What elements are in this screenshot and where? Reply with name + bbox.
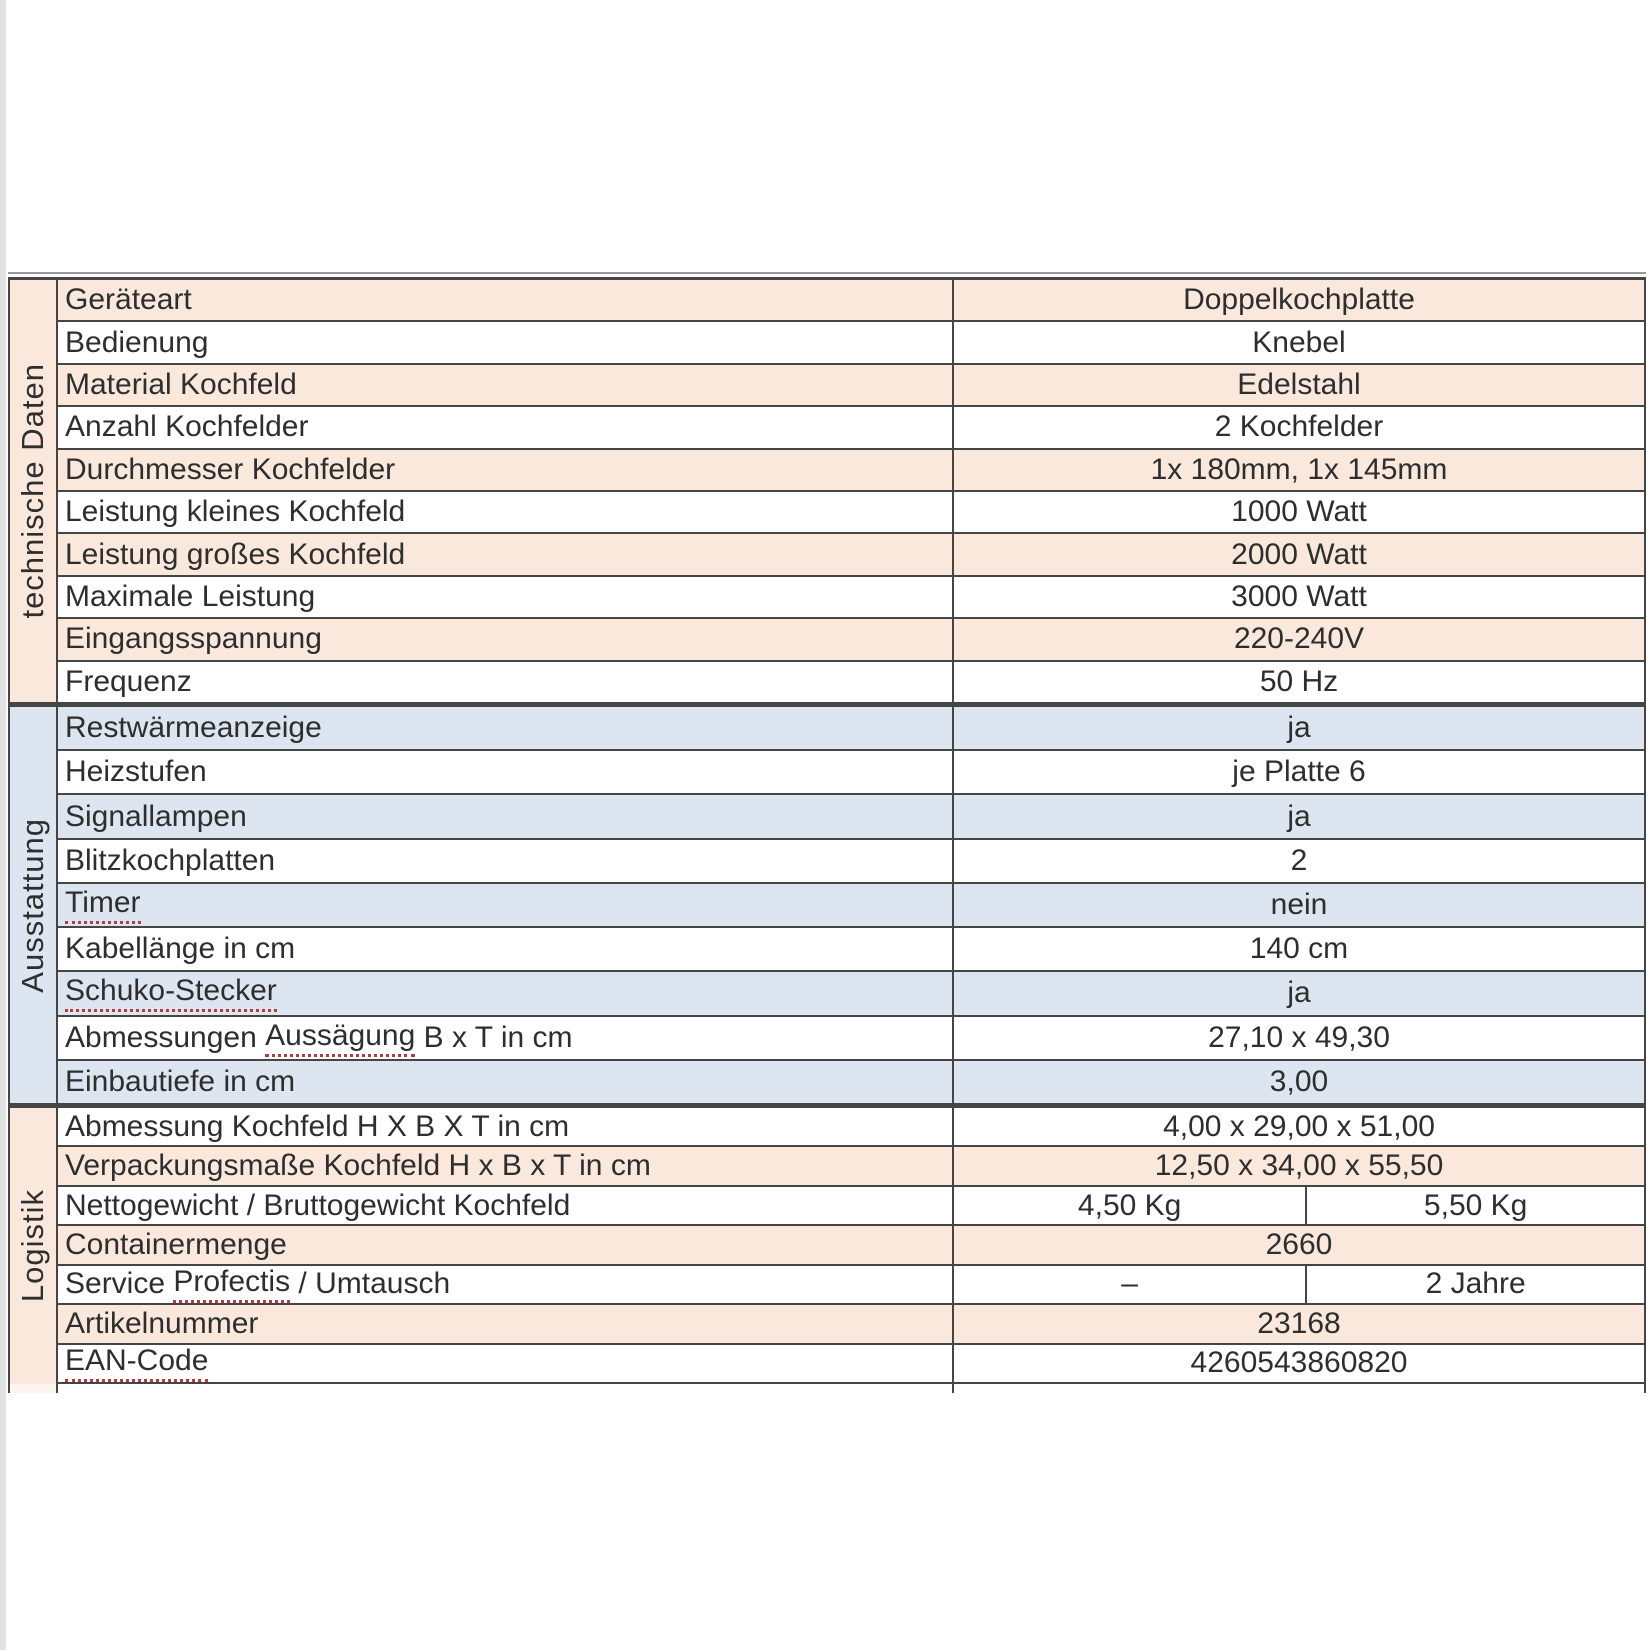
- row-label-text: Heizstufen: [65, 755, 207, 789]
- table-row: [58, 280, 1644, 322]
- row-label: [58, 365, 954, 405]
- table-row: [58, 662, 1644, 702]
- row-label: [58, 1108, 954, 1145]
- row-value: [954, 1226, 1644, 1263]
- row-value-text: ja: [1287, 976, 1311, 1010]
- row-label: [58, 662, 954, 702]
- row-label-text: Signallampen: [65, 799, 247, 833]
- row-label: [58, 707, 954, 749]
- row-label-text: Anzahl Kochfelder: [65, 410, 309, 444]
- row-value-text: je Platte 6: [1232, 755, 1366, 789]
- row-label-text: Leistung großes Kochfeld: [65, 537, 406, 571]
- row-value: [954, 534, 1644, 574]
- row-label-text: Kabellänge in cm: [65, 932, 296, 966]
- row-value-text: 1x 180mm, 1x 145mm: [1150, 452, 1448, 486]
- row-label-text: Blitzkochplatten: [65, 843, 276, 877]
- row-value: [954, 928, 1644, 970]
- row-value-text: 140 cm: [1249, 932, 1349, 966]
- row-label: [58, 1017, 954, 1059]
- product-spec-table: [8, 277, 1646, 1384]
- row-value-text: 4260543860820: [1190, 1346, 1408, 1380]
- row-value-text: 220-240V: [1233, 622, 1365, 656]
- row-value-right: 5,50 Kg: [1423, 1188, 1528, 1222]
- row-label: [58, 492, 954, 532]
- row-value: [954, 1345, 1644, 1382]
- table-row: [58, 1305, 1644, 1344]
- row-label-text-after: / Umtausch: [290, 1267, 451, 1301]
- row-value: [954, 1266, 1644, 1303]
- row-label-text: Material Kochfeld: [65, 368, 297, 402]
- row-label-text: Maximale Leistung: [65, 580, 316, 614]
- section-header-cell: [10, 280, 58, 702]
- row-value: [954, 1187, 1644, 1224]
- row-value-text: 1000 Watt: [1231, 495, 1367, 529]
- row-label: [58, 840, 954, 882]
- row-value: [954, 1061, 1644, 1103]
- row-label-text: Durchmesser Kochfelder: [65, 452, 396, 486]
- row-value-text: Doppelkochplatte: [1183, 283, 1415, 317]
- row-value-text: ja: [1287, 799, 1311, 833]
- table-section-technische-daten: [10, 280, 1644, 702]
- table-row: [58, 972, 1644, 1016]
- table-row: [58, 450, 1644, 492]
- row-label-text: Restwärmeanzeige: [65, 711, 322, 745]
- row-value-left: –: [954, 1266, 1307, 1303]
- row-value: [954, 662, 1644, 702]
- row-value-left: 4,50 Kg: [954, 1187, 1307, 1224]
- row-label: [58, 1226, 954, 1263]
- section-header-cell: [10, 707, 58, 1103]
- section-vertical-label: Ausstattung: [15, 817, 50, 993]
- row-label-text: Geräteart: [65, 283, 192, 317]
- row-label: [58, 619, 954, 659]
- row-value-text: 50 Hz: [1259, 664, 1339, 698]
- row-label-text: Leistung kleines Kochfeld: [65, 495, 406, 529]
- row-value-right: 2 Jahre: [1425, 1267, 1526, 1301]
- spellcheck-underlined-text: Aussägung: [265, 1019, 415, 1057]
- row-label: [58, 884, 954, 926]
- row-label: [58, 1305, 954, 1342]
- row-label: [58, 322, 954, 362]
- row-value: [954, 450, 1644, 490]
- table-row: [58, 840, 1644, 884]
- row-value-text: 27,10 x 49,30: [1208, 1020, 1390, 1054]
- table-cutoff-row: [8, 1384, 1646, 1393]
- section-vertical-label: Logistik: [15, 1189, 50, 1303]
- table-row: [58, 928, 1644, 972]
- table-top-accent-line: [8, 272, 1646, 274]
- row-value-text: ja: [1287, 711, 1311, 745]
- section-header-cell: [10, 1108, 58, 1384]
- table-row: [58, 1226, 1644, 1265]
- table-row: [58, 577, 1644, 619]
- row-label: [58, 1345, 954, 1382]
- table-row: [58, 1187, 1644, 1226]
- spellcheck-underlined-text: Schuko-Stecker: [65, 974, 277, 1012]
- row-label-text-after: B x T in cm: [415, 1020, 573, 1054]
- cutoff-section-cell: [10, 1384, 58, 1393]
- row-value: [954, 365, 1644, 405]
- row-value: [954, 322, 1644, 362]
- section-vertical-label: technische Daten: [15, 363, 50, 619]
- table-row: [58, 1345, 1644, 1384]
- table-row: [58, 534, 1644, 576]
- row-value-text: 3000 Watt: [1231, 580, 1367, 614]
- row-value-text: 4,00 x 29,00 x 51,00: [1163, 1109, 1435, 1143]
- table-row: [58, 751, 1644, 795]
- cutoff-label-cell: [58, 1384, 954, 1393]
- table-row: [58, 407, 1644, 449]
- table-row: [58, 1266, 1644, 1305]
- row-value-text: 12,50 x 34,00 x 55,50: [1154, 1149, 1444, 1183]
- row-label-text: Abmessung Kochfeld H X B X T in cm: [65, 1109, 570, 1143]
- row-label-text: Containermenge: [65, 1227, 287, 1261]
- spellcheck-underlined-text: EAN-Code: [65, 1345, 208, 1382]
- row-label: [58, 751, 954, 793]
- row-value-text: 3,00: [1269, 1064, 1329, 1098]
- table-section-ausstattung: [10, 702, 1644, 1103]
- row-label-text: Eingangsspannung: [65, 622, 322, 656]
- row-label-text: Einbautiefe in cm: [65, 1064, 296, 1098]
- row-value-text: Edelstahl: [1237, 368, 1361, 402]
- row-label-text: Bedienung: [65, 325, 209, 359]
- row-value: [954, 280, 1644, 320]
- row-value: [954, 707, 1644, 749]
- table-row: [58, 365, 1644, 407]
- section-rows: [58, 280, 1644, 702]
- row-label-text: Service: [65, 1267, 174, 1301]
- row-value-text: 2660: [1265, 1227, 1333, 1261]
- row-value: [954, 972, 1644, 1014]
- row-value: [954, 884, 1644, 926]
- row-label: [58, 450, 954, 490]
- row-label: [58, 928, 954, 970]
- table-row: [58, 884, 1644, 928]
- row-label-text: Frequenz: [65, 664, 192, 698]
- row-label-text: Artikelnummer: [65, 1306, 259, 1340]
- row-label-text: Verpackungsmaße Kochfeld H x B x T in cm: [65, 1149, 651, 1183]
- row-label-text: Abmessungen: [65, 1020, 266, 1054]
- row-label: [58, 1266, 954, 1303]
- section-rows: [58, 707, 1644, 1103]
- row-value-text: 23168: [1257, 1306, 1341, 1340]
- row-value-text: Knebel: [1252, 325, 1346, 359]
- table-row: [58, 795, 1644, 839]
- row-value: [954, 619, 1644, 659]
- row-value: [954, 795, 1644, 837]
- row-value-text: nein: [1270, 887, 1328, 921]
- cutoff-value-cell: [954, 1384, 1644, 1393]
- table-row: [58, 707, 1644, 751]
- spellcheck-underlined-text: Timer: [65, 886, 141, 924]
- row-label-text: Nettogewicht / Bruttogewicht Kochfeld: [65, 1188, 571, 1222]
- page-left-edge: [0, 0, 6, 1650]
- row-value-text: 2: [1290, 843, 1308, 877]
- row-label: [58, 280, 954, 320]
- row-value: [954, 1017, 1644, 1059]
- table-row: [58, 1061, 1644, 1103]
- row-label: [58, 1147, 954, 1184]
- row-value: [954, 751, 1644, 793]
- table-row: [58, 1017, 1644, 1061]
- spellcheck-underlined-text: Profectis: [173, 1266, 290, 1303]
- section-rows: [58, 1108, 1644, 1384]
- row-value: [954, 577, 1644, 617]
- row-value: [954, 492, 1644, 532]
- row-value: [954, 407, 1644, 447]
- row-value-text: 2000 Watt: [1231, 537, 1367, 571]
- row-label: [58, 795, 954, 837]
- row-label: [58, 1061, 954, 1103]
- table-row: [58, 1108, 1644, 1147]
- table-row: [58, 1147, 1644, 1186]
- table-row: [58, 619, 1644, 661]
- row-value-text: 2 Kochfelder: [1214, 410, 1384, 444]
- table-row: [58, 492, 1644, 534]
- row-label: [58, 407, 954, 447]
- row-label: [58, 534, 954, 574]
- row-value: [954, 840, 1644, 882]
- row-value: [954, 1108, 1644, 1145]
- row-value: [954, 1147, 1644, 1184]
- row-label: [58, 972, 954, 1014]
- row-label: [58, 1187, 954, 1224]
- table-row: [58, 322, 1644, 364]
- row-label: [58, 577, 954, 617]
- table-section-logistik: [10, 1103, 1644, 1384]
- row-value: [954, 1305, 1644, 1342]
